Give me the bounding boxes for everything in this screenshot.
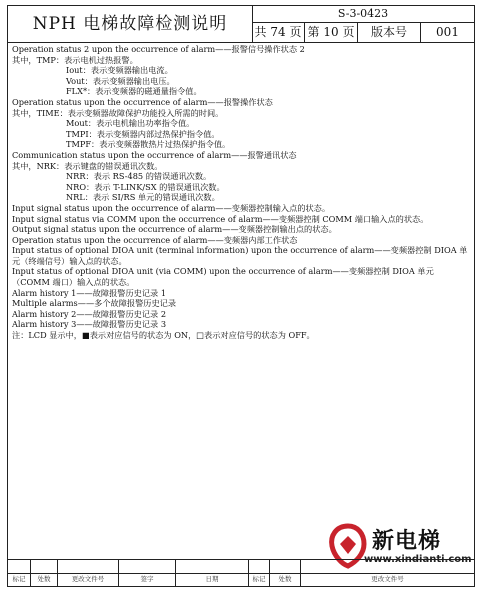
text-line: 其中，TMP：表示电机过热报警。 <box>12 54 138 65</box>
revision-label: 处数 <box>31 573 58 586</box>
page-number: 第 10 页 <box>305 23 358 42</box>
revision-label: 签字 <box>119 573 176 586</box>
text-line: 其中，TIME：表示变频器故障保护功能投入所需的时间。 <box>12 107 224 118</box>
version-label: 版本号 <box>358 23 421 42</box>
revision-label: 更改文件号 <box>371 575 404 583</box>
text-line: Operation status upon the occurrence of alarm——报警操作状态 <box>12 96 273 107</box>
text-line: TMPF：表示变频器散热片过热保护指令值。 <box>66 139 231 150</box>
text-line: Operation status 2 upon the occurrence of alarm——报警信号操作状态 2 <box>12 44 305 54</box>
total-pages: 共 74 页 <box>252 23 305 42</box>
text-line: NRL：表示 SI/RS 单元的错误通讯次数。 <box>66 192 220 203</box>
watermark-name: 新电梯 <box>372 529 442 554</box>
text-line: Output signal status upon the occurrence of alarm——变频器控制输出点的状态。 <box>12 224 337 235</box>
text-line: 其中，NRK：表示键盘的错误通讯次数。 <box>12 160 163 171</box>
text-line: Multiple alarms——多个故障报警历史记录 <box>12 298 177 309</box>
text-line: Alarm history 1——故障报警历史记录 1 <box>12 287 167 298</box>
revision-label: 更改文件号 <box>58 573 119 586</box>
revision-label: 日期 <box>176 573 249 586</box>
text-line: NRR：表示 RS-485 的错误通讯次数。 <box>66 171 212 182</box>
revision-table <box>8 559 474 586</box>
revision-grid <box>8 560 474 573</box>
watermark-url: www.xindianti.com <box>364 554 472 565</box>
text-line: Input status of optional DIOA unit (terminal information) upon the occurrence of alarm——变频器控制 DIOA 单元（终端信号）输入点的状态。 <box>12 245 468 266</box>
version-value: 001 <box>436 25 459 39</box>
text-line: 注：LCD 显示中，■表示对应信号的状态为 ON，□表示对应信号的状态为 OFF。 <box>12 330 315 341</box>
text-line: Operation status upon the occurrence of alarm——变频器内部工作状态 <box>12 234 298 245</box>
text-line: Mout：表示电机输出功率指令值。 <box>66 118 195 129</box>
revision-label: 处数 <box>270 573 301 586</box>
revision-label: 标记 <box>8 573 31 586</box>
document-body <box>12 44 470 341</box>
title-block <box>8 6 474 43</box>
text-line: Input signal status via COMM upon the occurrence of alarm——变频器控制 COMM 端口输入点的状态。 <box>12 213 429 224</box>
text-line: TMPI：表示变频器内部过热保护指令值。 <box>66 128 220 139</box>
document-sheet <box>7 5 475 587</box>
document-title: NPH 电梯故障检测说明 <box>8 6 253 42</box>
text-line: FLX*：表示变频器的磁通量指令值。 <box>66 86 202 97</box>
revision-label: 标记 <box>249 573 270 586</box>
document-code: S-3-0423 <box>252 6 474 23</box>
page-info-row <box>252 23 474 42</box>
text-line: Alarm history 3——故障报警历史记录 3 <box>12 319 167 330</box>
text-line: Alarm history 2——故障报警历史记录 2 <box>12 308 167 319</box>
text-line: Input status of optional DIOA unit (via COMM) upon the occurrence of alarm——变频器控制 DIOA 单元（COMM 端口）输入点的状态。 <box>12 266 434 288</box>
revision-labels <box>8 573 474 586</box>
text-line: Iout：表示变频器输出电流。 <box>66 65 173 76</box>
text-line: Input signal status upon the occurrence of alarm——变频器控制输入点的状态。 <box>12 202 331 213</box>
text-line: Vout：表示变频器输出电压。 <box>66 75 175 86</box>
text-line: Communication status upon the occurrence of alarm——报警通讯状态 <box>12 149 297 160</box>
text-line: NRO：表示 T-LINK/SX 的错误通讯次数。 <box>66 181 225 192</box>
